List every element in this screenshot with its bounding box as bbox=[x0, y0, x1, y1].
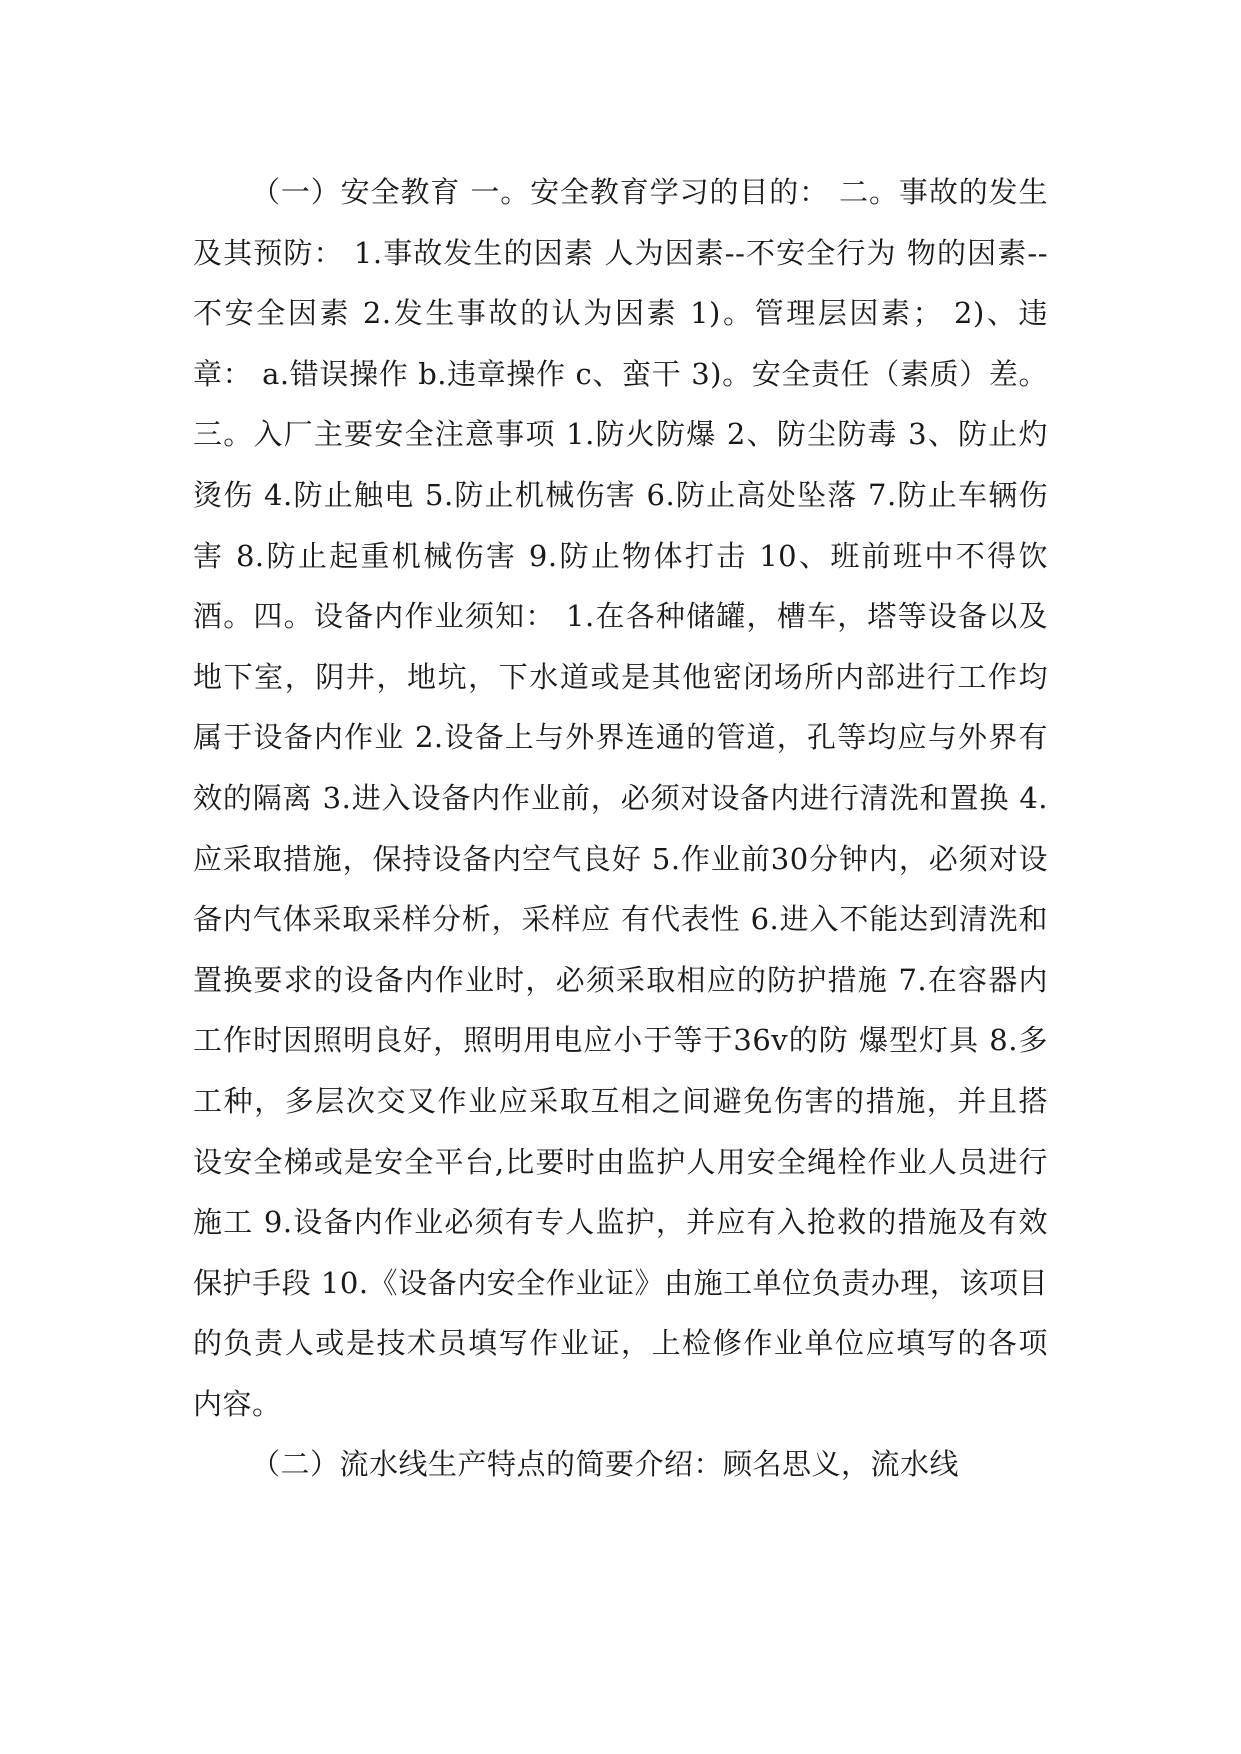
body-text bbox=[193, 162, 1048, 1495]
paragraph-assembly-line: （二）流水线生产特点的简要介绍：顾名思义，流水线 bbox=[251, 1447, 960, 1482]
paragraph-safety-education: （一）安全教育 一。安全教育学习的目的： 二。事故的发生及其预防： 1.事故发生的因素 人为因素--不安全行为 物的因素--不安全因素 2.发生事故的认为因素 1)。管理层因素； 2)、违章： a.错误操作 b.违章操作 c、蛮干 3)。安全责任（素质）差。三。入厂主要安全注意事项 1.防火防爆 2、防尘防毒 3、防止灼烫伤 4.防止触电 5.防止机械伤害 6.防止高处坠落 7.防止车辆伤害 8.防止起重机械伤害 9.防止物体打击 10、班前班中不得饮酒。四。设备内作业须知： 1.在各种储罐，槽车，塔等设备以及地下室，阴井，地坑，下水道或是其他密闭场所内部进行工作均属于设备内作业 2.设备上与外界连通的管道，孔等均应与外界有效的隔离 3.进入设备内作业前，必须对设备内进行清洗和置换 4.应采取措施，保持设备内空气良好 5.作业前30分钟内，必须对设备内气体采取采样分析，采样应 有代表性 6.进入不能达到清洗和置换要求的设备内作业时，必须采取相应的防护措施 7.在容器内工作时因照明良好，照明用电应小于等于36v的防 爆型灯具 8.多工种，多层次交叉作业应采取互相之间避免伤害的措施，并且搭设安全梯或是安全平台,比要时由监护人用安全绳栓作业人员进行施工 9.设备内作业必须有专人监护，并应有入抢救的措施及有效保护手段 10.《设备内安全作业证》由施工单位负责办理，该项目的负责人或是技术员填写作业证，上检修作业单位应填写的各项内容。 bbox=[193, 175, 1048, 1421]
